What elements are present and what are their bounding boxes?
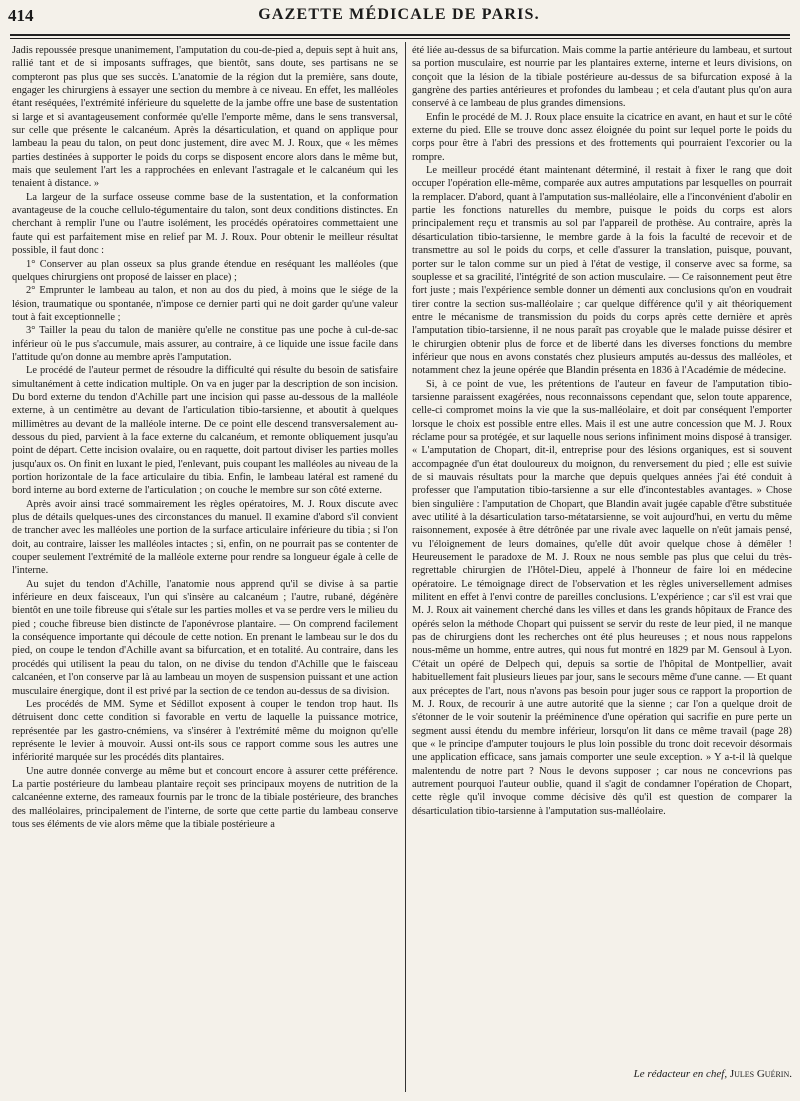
- page-number: 414: [8, 6, 34, 25]
- page-title: GAZETTE MÉDICALE DE PARIS.: [258, 6, 540, 23]
- left-column: [12, 44, 398, 1074]
- signature-label: Le rédacteur en chef,: [633, 1068, 728, 1080]
- paragraph: Le procédé de l'auteur permet de résoudre la difficulté qui résulte du besoin de satisfaire simultanément à cette indication multiple. On va en juger par la description de son incision. Du bord externe du tendon d'Achille part une incision qui passe au-dessous de la malléole externe, à un centimètre au devant de l'articulation tibio-tarsienne, et aboutit à quelques millimètres au devant de la malléole interne. De ce point elle descend transversalement au-dessous du pied, parvient à la face externe du calcanéum, et remonte obliquement jusqu'au point de départ. Cette incision ovalaire, ou en raquette, doit partout diviser les parties molles jusqu'aux os. On finit en luxant le pied, l'enlevant, puis coupant les malléoles au niveau de la portion horizontale de la face articulaire du tibia. Enfin, le lambeau latéral est ramené du bord interne au bord externe de l'articulation ; on couche le membre sur son côté externe.: [12, 365, 398, 497]
- signature-name: Jules Guérin.: [729, 1068, 792, 1080]
- paragraph: 2° Emprunter le lambeau au talon, et non au dos du pied, à moins que le siége de la lésion, traumatique ou spontanée, n'impose ce dernier parti qui ne doit garder qu'une valeur tout à fait exceptionnelle ;: [12, 285, 398, 323]
- paragraph: Les procédés de MM. Syme et Sédillot exposent à couper le tendon trop haut. Ils détruisent donc cette condition si favorable en vertu de laquelle la puissance motrice, représentée par les gastro-cnémiens, va s'insérer à l'extrémité même du moignon qu'elle représente le levier à mouvoir. Aussi ont-ils sous ce rapport comme sous les autres une infériorité marquée sur les procédés dits plantaires.: [12, 698, 398, 764]
- right-column: [412, 44, 792, 1074]
- header-rule: [10, 34, 790, 36]
- editor-signature: [412, 1068, 792, 1080]
- paragraph: Au sujet du tendon d'Achille, l'anatomie nous apprend qu'il se divise à sa partie inférieure en deux faisceaux, l'un qui s'insère au calcanéum ; l'autre, rubané, dégénère bientôt en une toile fibreuse qui s'étale sur les parties molles et va se perdre vers le milieu du pied ; couche fibreuse bien distincte de l'aponévrose plantaire. — On comprend facilement la conséquence importante qui découle de cette notion. En prenant le lambeau sur le dos du pied, on coupe le tendon d'Achille avant sa bifurcation, et en totalité. Au contraire, dans les procédés qui utilisent la peau du talon, on ne divise du tendon d'Achille que le faisceau calcanéen, et l'on conserve par là au lambeau un moyen de suspension puissant et une action musculaire énergique, dont il est privé par la section de ce tendon au-dessus de sa division.: [12, 578, 398, 697]
- paragraph: été liée au-dessus de sa bifurcation. Mais comme la partie antérieure du lambeau, et surtout sa portion musculaire, est nourrie par les plantaires externe, interne et leurs divisions, on conçoit que la lésion de la tibiale postérieure au-dessus de sa bifurcation exposé à la gangrène des parties antérieures et profondes du lambeau ; et cela d'autant plus qu'on aura conservé à ce lambeau de plus grandes dimensions.: [412, 45, 792, 110]
- paragraph: Après avoir ainsi tracé sommairement les règles opératoires, M. J. Roux discute avec plus de détails quelques-unes des circonstances du manuel. Il examine d'abord s'il convient de trancher avec les malléoles une portion de la surface articulaire inférieure du tibia ; si l'on doit, au contraire, laisser les malléoles intactes ; si, enfin, on ne pourrait pas se contenter de couper seulement l'extrémité de la malléole externe pour rendre sa longueur égale à celle de l'interne.: [12, 498, 398, 577]
- paragraph: Enfin le procédé de M. J. Roux place ensuite la cicatrice en avant, en haut et sur le côté externe du pied. Elle se trouve donc assez éloignée du point sur lequel porte le poids du corps pour être à l'abri des pressions et des frottements qui pourraient l'excorier ou la rompre.: [412, 111, 792, 163]
- paragraph: 1° Conserver au plan osseux sa plus grande étendue en reséquant les malléoles (que quelques chirurgiens ont proposé de laisser en place) ;: [12, 258, 398, 283]
- paragraph: Si, à ce point de vue, les prétentions de l'auteur en faveur de l'amputation tibio-tarsienne paraissent exagérées, nous reconnaissons cependant que, selon toute apparence, celle-ci compromet moins la vie que la sus-malléolaire, et doit par conséquent l'emporter lorsque le choix est possible entre elles. Mais il est une autre concession que M. J. Roux réclame pour sa protégée, et sur laquelle nous serions infiniment moins disposé à transiger. « L'amputation de Chopart, dit-il, entreprise pour des lésions organiques, est si souvent accompagnée d'un état douloureux du moignon, du renversement du pied ; elle est suivie de si mauvais résultats pour la marche que depuis quelques années j'ai été conduit à professer que l'amputation tibio-tarsienne a sur elle d'incontestables avantages. » Chose bien singulière : l'amputation de Chopart, que Blandin avait jugée capable d'être substituée avec utilité à la désarticulation tarso-métatarsienne, se voit aujourd'hui, en vertu du même raisonnement, exposée à être détrônée par une rivale avec laquelle on n'eût jamais pensé, vu l'éloignement de leurs domaines, qu'elle dût avoir quelque chose à démêler ! Heureusement le paradoxe de M. J. Roux ne nous semble pas plus que celui du très-regrettable chirurgien de l'Hôtel-Dieu, appelé à l'honneur de faire loi en médecine opératoire. Le témoignage direct de l'observation et les règles universellement admises militent en effet à l'envi contre de pareilles conclusions. L'expérience ; car s'il est vrai que M. J. Roux ait vainement cherché dans les villes et dans les grands hôpitaux de France des opérés selon la méthode Chopart qui puissent se servir du reste de leur pied, il ne manque pas de chirurgiens dont les recherches ont été plus heureuses ; et nous nous rappelons nous-même un homme, entre autres, qui nous fut montré en 1829 par M. Gensoul à Lyon. C'était un opéré de Delpech qui, depuis sa sortie de l'hôpital de Montpellier, avait habituellement fait plusieurs lieues par jour, sans le secours même d'une canne. — Et quant aux préceptes de l'art, nous n'avons pas besoin pour juger sous ce rapport la proportion de M. J. Roux, de recourir à une autre autorité que la sienne ; car l'on a quelque droit de s'étonner de le voir soutenir la prééminence d'une opération qui sacrifie en pure perte un segment aussi étendu du membre inférieur, lorsqu'on lit dans ce même travail (page 28) que « le principe d'amputer toujours le plus loin possible du tronc doit recevoir désormais une application efficace, sans jamais comporter une seule exception. » Y a-t-il là quelque malentendu de notre part ? Nous le devons supposer ; car nous ne concevrions pas autrement pourquoi l'auteur oublie, quand il s'agit de condamner l'opération de Chopart, cette règle qu'il invoque comme décisive dès qu'il est question de comparer la désarticulation tibio-tarsienne à l'amputation sus-malléolaire.: [412, 378, 792, 817]
- paragraph: Le meilleur procédé étant maintenant déterminé, il restait à fixer le rang que doit occuper l'opération elle-même, comparée aux autres amputations par lesquelles on pourrait la remplacer. D'abord, quant à l'amputation sus-malléolaire, elle a l'inconvénient d'abolir en partie les fonctions naturelles du membre, puisque le poids du corps est alors principalement reçu et transmis au sol par l'appareil de prothèse. Au contraire, après la désarticulation tibio-tarsienne, le membre garde à la fois la faculté de recevoir et de transmettre au sol le poids du corps, et celle d'assurer la translation, puisque, pouvant, porter sur le talon comme sur un pied à l'état de vestige, il conserve avec sa forme, sa souplesse et sa gracilité, l'intégrité de son action musculaire. — Ce raisonnement peut être fort juste ; mais l'expérience semble donner un démenti aux conclusions qu'on en voudrait tirer contre la section sus-malléolaire ; car quelque différence qu'il y ait théoriquement entre le mécanisme de transmission du poids du corps après cette dernière et après l'amputation tibio-tarsienne, il ne nous paraît pas croyable que le malade puisse désirer et le chirurgien obtenir plus de force et de liberté dans les diverses fonctions du membre inférieur que nous en avons constatés chez plusieurs amputés au-dessus des malléoles, et notamment chez la jeune opérée que Blandin présenta en 1836 à l'Académie de médecine.: [412, 165, 792, 377]
- column-divider: [405, 42, 406, 1092]
- header-rule-thin: [10, 38, 790, 39]
- paragraph: Jadis repoussée presque unanimement, l'amputation du cou-de-pied a, depuis sept à huit ans, rallié tant et de si imposants suffrages, que bientôt, sans doute, ses partisans ne se compteront pas plus que ses succès. L'anatomie de la région dut la première, sans doute, engager les chirurgiens à essayer une section du membre à ce niveau. En effet, les malléoles étant reséquées, l'extrémité inférieure du squelette de la jambe offre une base de sustentation si large et si avantageusement conformée qu'elle l'emporte même, dans le sens transversal, sur celle que présente le calcanéum. Après la désarticulation, et quand on applique pour lambeau la peau du talon, on peut donc justement, dire avec M. J. Roux, que « les mêmes parties destinées à supporter le poids du corps se disposent encore alors dans le même but, mais que seulement l'art les a rapprochées en enlevant l'astragale et le calcanéum qui les tenaient à distance. »: [12, 45, 398, 190]
- paragraph: La largeur de la surface osseuse comme base de la sustentation, et la conformation avantageuse de la couche cellulo-tégumentaire du talon, sont deux conditions distinctes. En cherchant à remplir l'une ou l'autre isolément, les procédés opératoires commettaient une faute qui est parfaitement mise en relief par M. J. Roux. Pour obtenir le meilleur résultat possible, il faut donc :: [12, 191, 398, 257]
- paragraph: Une autre donnée converge au même but et concourt encore à assurer cette préférence. La partie postérieure du lambeau plantaire reçoit ses principaux moyens de nutrition de la calcanéenne externe, des rameaux fournis par le tronc de la tibiale postérieure, des branches des malléolaires, principalement de l'interne, de sorte que cette partie du lambeau conserve tous ses éléments de vie alors même que la tibiale postérieure a: [12, 765, 398, 830]
- page-header: [8, 6, 790, 28]
- paragraph: 3° Tailler la peau du talon de manière qu'elle ne constitue pas une poche à cul-de-sac inférieur où le pus s'accumule, mais assurer, au contraire, à ce liquide une issue facile dans l'attitude qu'on donne au membre après l'amputation.: [12, 325, 398, 363]
